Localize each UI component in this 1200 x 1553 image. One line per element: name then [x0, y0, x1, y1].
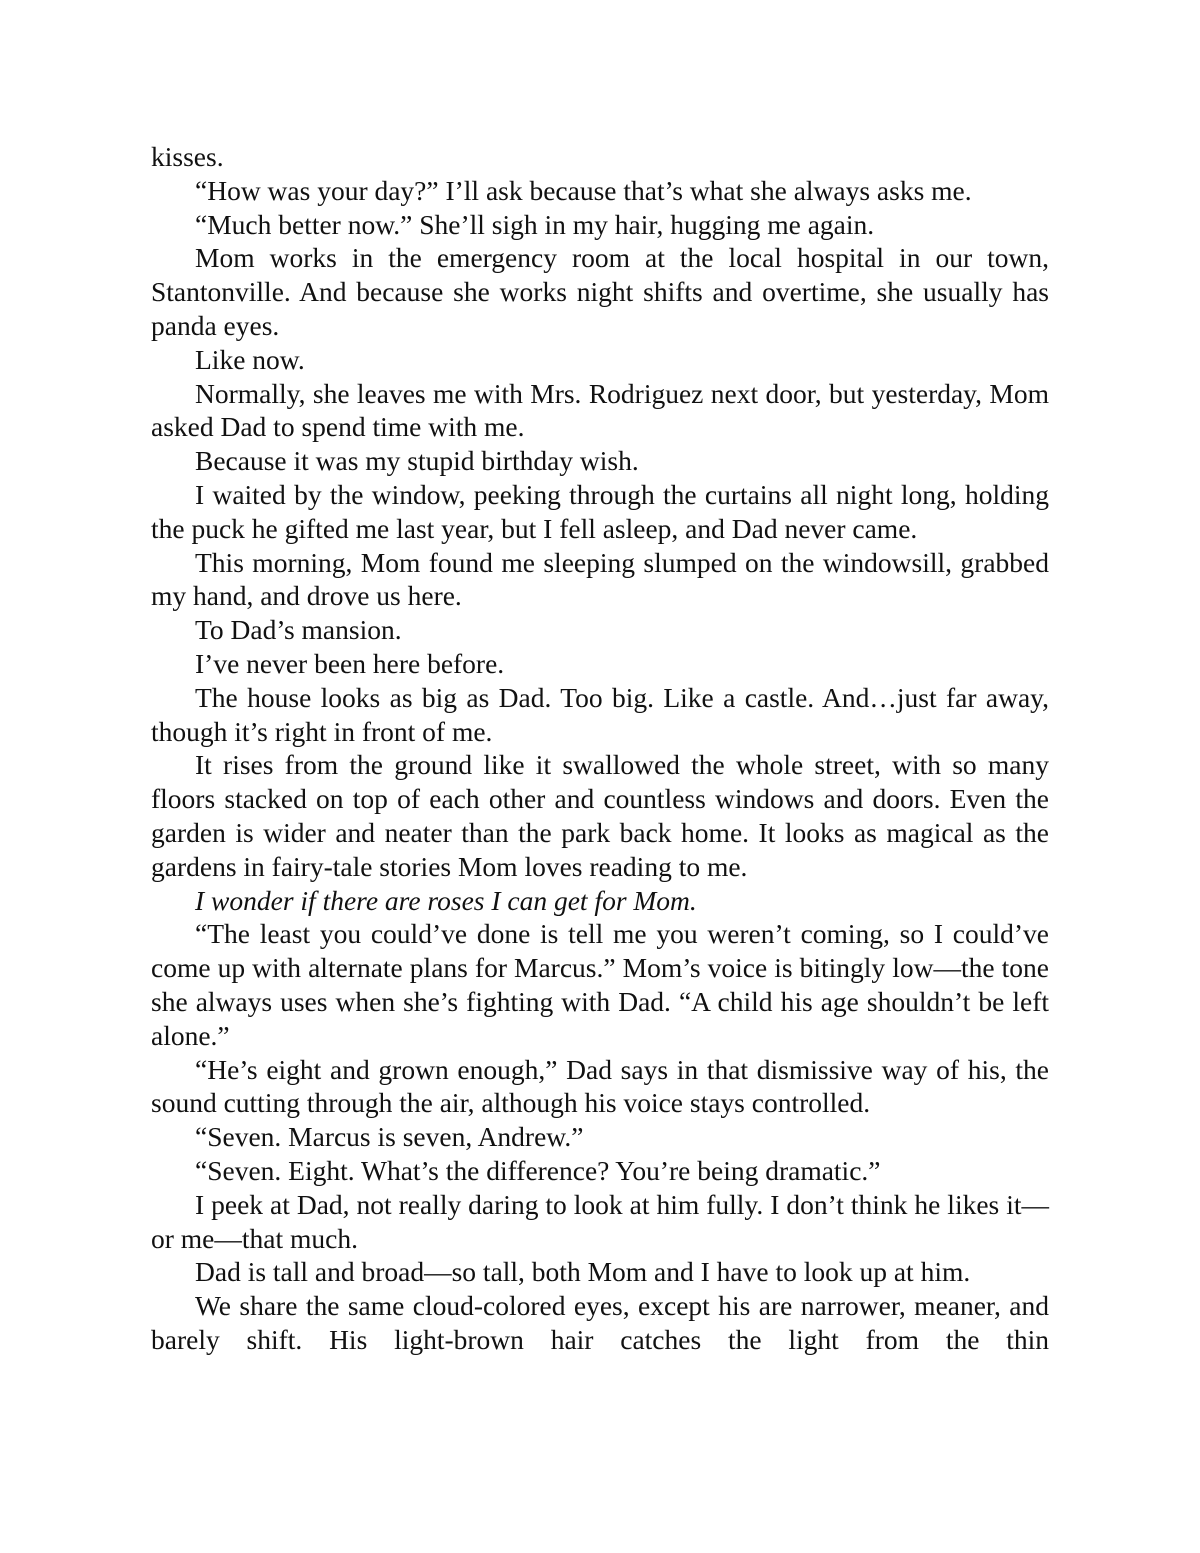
paragraph: I peek at Dad, not really daring to look at him fully. I don’t think he likes it—or me—that much. [151, 1188, 1049, 1254]
paragraph: To Dad’s mansion. [195, 614, 402, 646]
paragraph: This morning, Mom found me sleeping slumped on the windowsill, grabbed my hand, and drove us here. [151, 546, 1049, 612]
paragraph: Normally, she leaves me with Mrs. Rodriguez next door, but yesterday, Mom asked Dad to spend time with me. [151, 377, 1049, 443]
paragraph: Dad is tall and broad—so tall, both Mom and I have to look up at him. [195, 1256, 971, 1288]
paragraph: Like now. [195, 343, 305, 375]
paragraph: “The least you could’ve done is tell me you weren’t coming, so I could’ve come up with alternate plans for Marcus.” Mom’s voice is bitingly low—the tone she always uses when she’s fighting with Dad. “A child his age shouldn’t be left alone.” [151, 918, 1049, 1051]
paragraph: “Much better now.” She’ll sigh in my hair, hugging me again. [195, 208, 875, 240]
paragraph: The house looks as big as Dad. Too big. Like a castle. And…just far away, though it’s right in front of me. [151, 681, 1049, 747]
paragraph: I waited by the window, peeking through the curtains all night long, holding the puck he gifted me last year, but I fell asleep, and Dad never came. [151, 478, 1049, 544]
paragraph: Because it was my stupid birthday wish. [195, 445, 639, 477]
document-page [151, 140, 1049, 1357]
paragraph: Mom works in the emergency room at the local hospital in our town, Stantonville. And because she works night shifts and overtime, she usually has panda eyes. [151, 242, 1049, 341]
paragraph: I’ve never been here before. [195, 647, 505, 679]
paragraph: “How was your day?” I’ll ask because that’s what she always asks me. [195, 174, 972, 206]
italic-thought-paragraph: I wonder if there are roses I can get for Mom. [195, 884, 697, 916]
paragraph: “Seven. Marcus is seven, Andrew.” [195, 1121, 584, 1153]
paragraph-continued: We share the same cloud-colored eyes, except his are narrower, meaner, and barely shift. His light-brown hair catches the light from the thin [151, 1290, 1049, 1355]
paragraph: “He’s eight and grown enough,” Dad says in that dismissive way of his, the sound cutting through the air, although his voice stays controlled. [151, 1053, 1049, 1119]
paragraph: “Seven. Eight. What’s the difference? You’re being dramatic.” [195, 1154, 881, 1186]
paragraph: kisses. [151, 141, 224, 172]
paragraph: It rises from the ground like it swallowed the whole street, with so many floors stacked on top of each other and countless windows and doors. Even the garden is wider and neater than the park back home. It looks as magical as the gardens in fairy-tale stories Mom loves reading to me. [151, 749, 1049, 882]
